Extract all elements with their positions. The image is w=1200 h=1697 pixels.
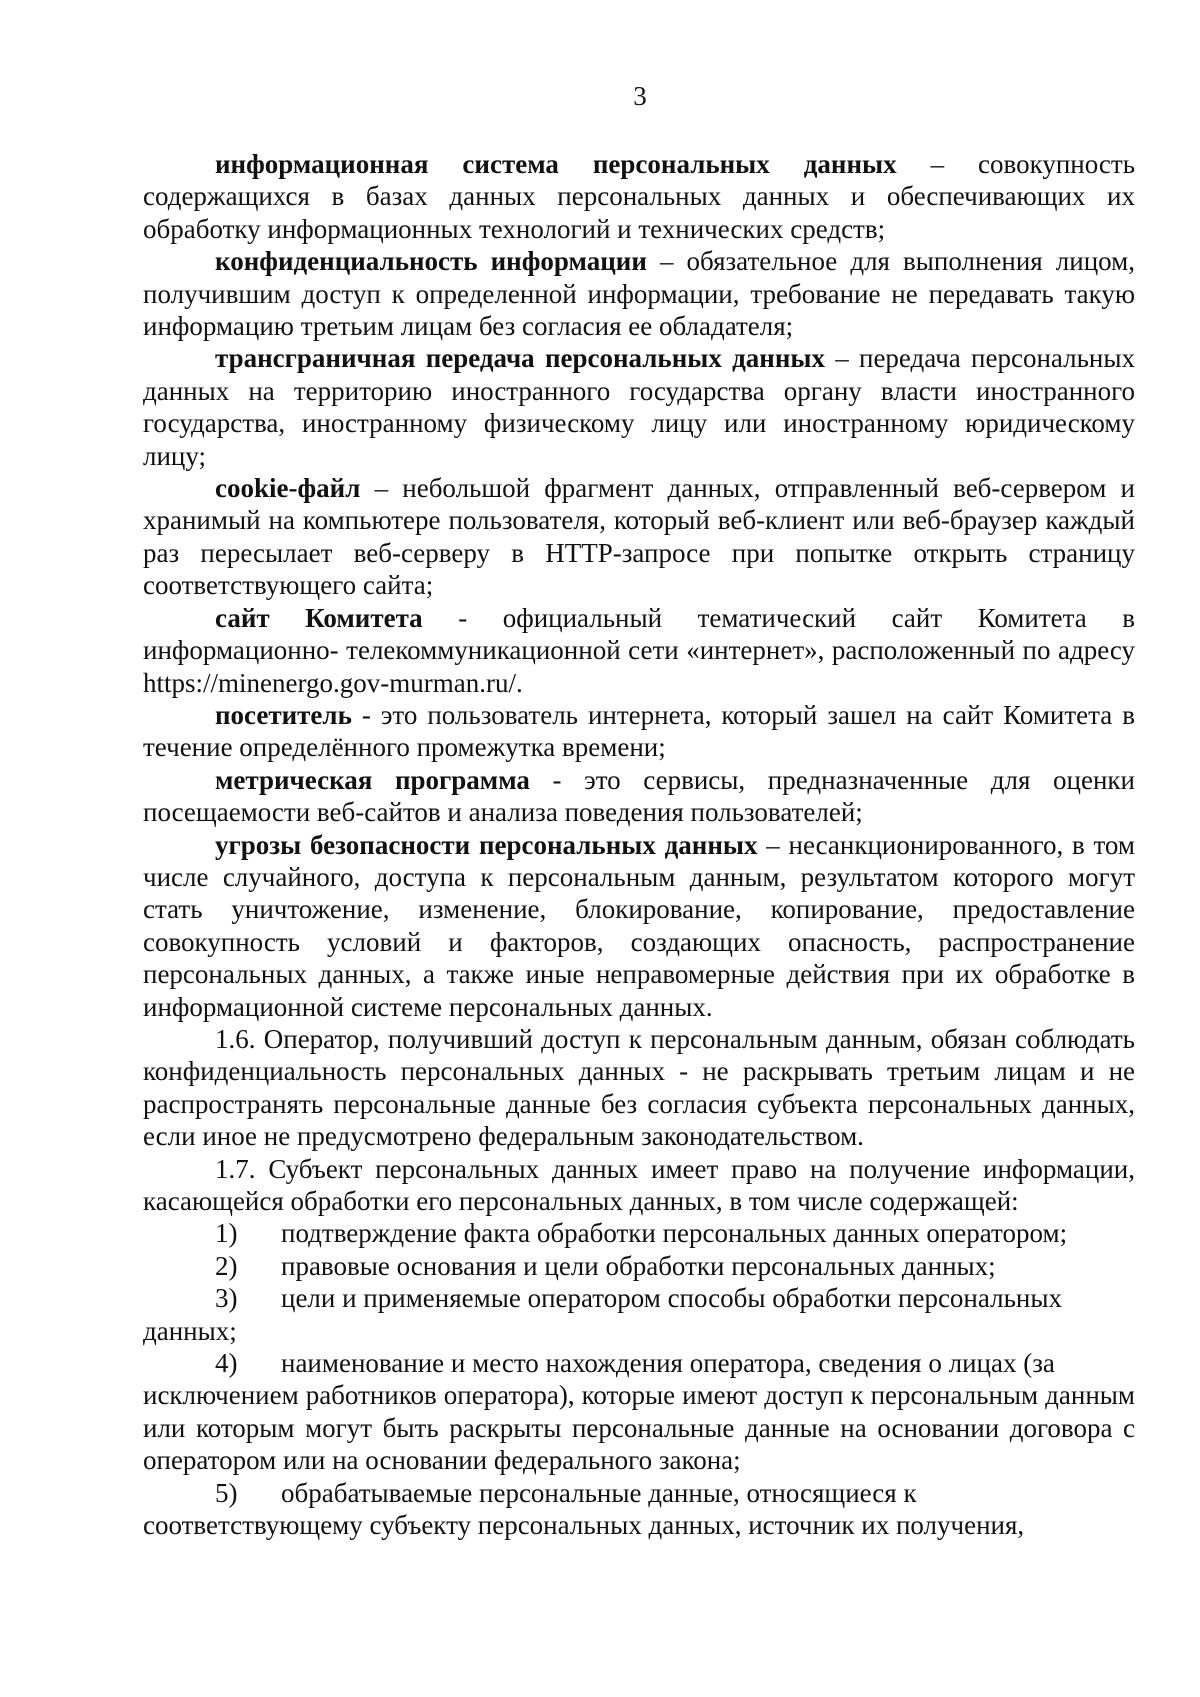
- definition-text: - это сервисы, предназначенные для оценки посещаемости веб-сайтов и анализа поведения пользователей;: [143, 764, 1135, 828]
- definition-paragraph: [143, 764, 1135, 829]
- definition-text: – обязательное для выполнения лицом, получившим доступ к определенной информации, требование не передавать такую информацию третьим лицам без согласия ее обладателя;: [143, 246, 1135, 342]
- definition-term: посетитель: [215, 699, 352, 730]
- definition-text: – передача персональных данных на территорию иностранного государства органу власти иностранного государства, иностранному физическому лицу или иностранному юридическому лицу;: [143, 343, 1135, 471]
- definition-text: - официальный тематический сайт Комитета в информационно- телекоммуникационной сети «интернет», расположенный по адресу https://minenergo.gov-murman.ru/.: [143, 602, 1136, 698]
- definition-term: трансграничная передача персональных данных: [215, 343, 825, 374]
- definition-text: - это пользователь интернета, который зашел на сайт Комитета в течение определённого промежутка времени;: [143, 699, 1135, 763]
- list-item: [143, 1477, 1135, 1509]
- list-item-number: 2): [215, 1250, 238, 1281]
- definition-paragraph: [143, 472, 1135, 602]
- paragraph-1-7: 1.7. Субъект персональных данных имеет право на получение информации, касающейся обработки его персональных данных, в том числе содержащей:: [143, 1153, 1135, 1216]
- definition-paragraph: [143, 602, 1135, 699]
- definition-term: метрическая программа: [215, 764, 530, 795]
- list-item: [143, 1250, 1135, 1282]
- definition-paragraph: [143, 342, 1135, 472]
- list-item-text: правовые основания и цели обработки персональных данных;: [281, 1250, 996, 1281]
- definition-term: информационная система персональных данных: [215, 149, 897, 179]
- definition-paragraph: [143, 148, 1135, 245]
- list-item-number: 1): [215, 1218, 238, 1249]
- list-item-text: наименование и место нахождения оператора, сведения о лицах (за: [281, 1348, 1055, 1379]
- definition-paragraph: [143, 699, 1135, 764]
- list-item-continuation: исключением работников оператора), которые имеют доступ к персональным данным или которым могут быть раскрыты персональные данные на основании договора с оператором или на основании федерального закона;: [143, 1380, 1135, 1476]
- definition-term: сайт Комитета: [215, 602, 423, 633]
- list-item-text: цели и применяемые оператором способы обработки персональных: [281, 1283, 1062, 1314]
- list-item: [143, 1217, 1135, 1249]
- list-item-number: 3): [215, 1283, 238, 1314]
- list-item-continuation: соответствующему субъекту персональных данных, источник их получения,: [143, 1510, 1025, 1541]
- definition-text: – небольшой фрагмент данных, отправленный веб-сервером и хранимый на компьютере пользователя, который веб-клиент или веб-браузер каждый раз пересылает веб-серверу в HTTP-запросе при попытке открыть страницу соответствующего сайта;: [143, 473, 1135, 601]
- definition-term: cookie-файл: [215, 473, 361, 504]
- list-item-number: 5): [215, 1477, 238, 1508]
- definition-paragraph: [143, 245, 1135, 342]
- definition-paragraph: [143, 829, 1135, 1023]
- list-item: [143, 1282, 1135, 1314]
- document-body: [143, 148, 1135, 1541]
- definition-term: конфиденциальность информации: [215, 246, 647, 277]
- paragraph-1-6: 1.6. Оператор, получивший доступ к персональным данным, обязан соблюдать конфиденциальность персональных данных - не раскрывать третьим лицам и не распространять персональные данные без согласия субъекта персональных данных, если иное не предусмотрено федеральным законодательством.: [143, 1023, 1135, 1152]
- definition-text: – несанкционированного, в том числе случайного, доступа к персональным данным, результатом которого могут стать уничтожение, изменение, блокирование, копирование, предоставление совокупность условий и факторов, создающих опасность, распространение персональных данных, а также иные неправомерные действия при их обработке в информационной системе персональных данных.: [143, 829, 1135, 1022]
- list-item-number: 4): [215, 1348, 238, 1379]
- list-item-text: обрабатываемые персональные данные, относящиеся к: [281, 1477, 917, 1508]
- definition-term: угрозы безопасности персональных данных: [215, 829, 758, 860]
- list-item-text: подтверждение факта обработки персональных данных оператором;: [281, 1218, 1068, 1249]
- list-item-continuation: данных;: [143, 1315, 237, 1346]
- list-item: [143, 1347, 1135, 1379]
- definition-text: – совокупность содержащихся в базах данных персональных данных и обеспечивающих их обработку информационных технологий и технических средств;: [143, 149, 1136, 244]
- page-number: 3: [633, 81, 647, 111]
